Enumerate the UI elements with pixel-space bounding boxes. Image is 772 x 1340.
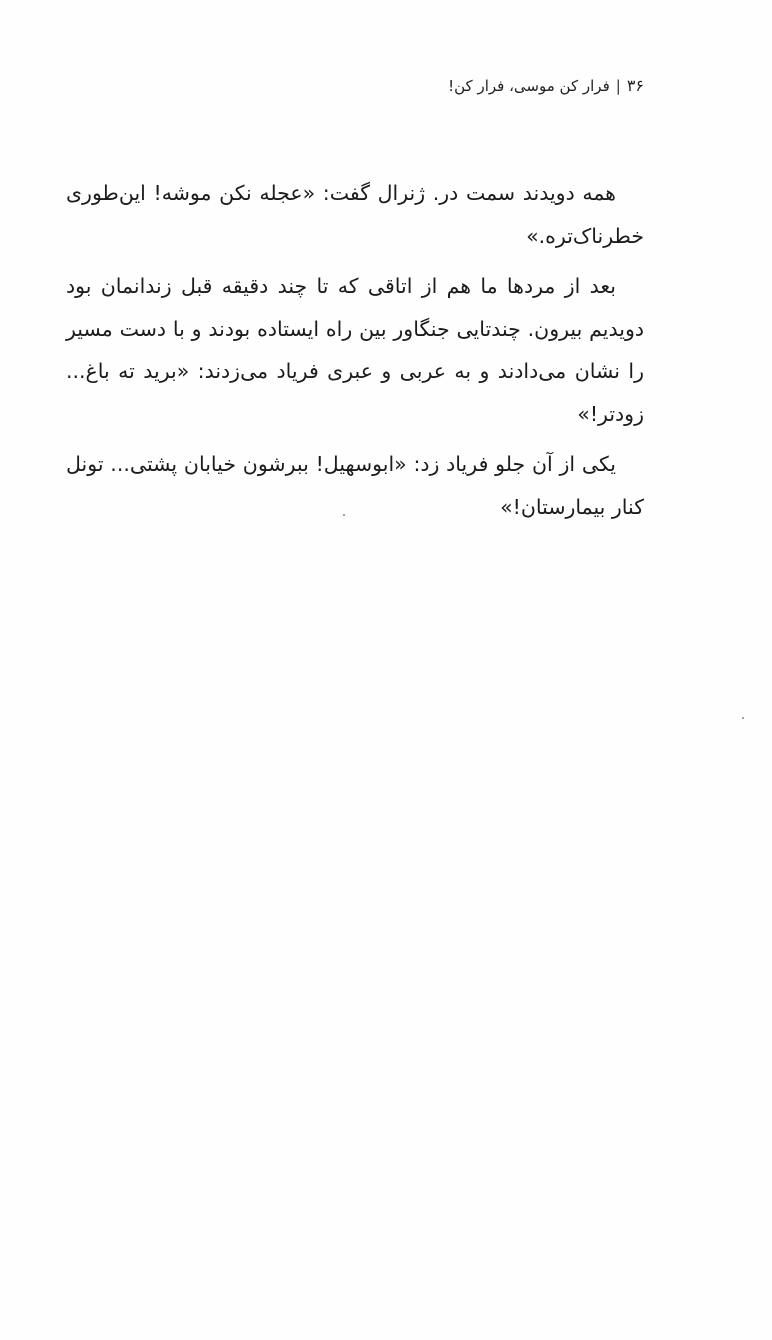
book-title: فرار کن موسی، فرار کن! (448, 76, 610, 95)
running-header (448, 76, 644, 95)
paragraph: بعد از مردها ما هم از اتاقی که تا چند دقیقه قبل زندانمان بود دویدیم بیرون. چندتایی جنگاور بین راه ایستاده بودند و با دست مسیر را نشان می‌دادند و به عربی و عبری فریاد می‌زدند: «برید ته باغ... زودتر!» (66, 274, 644, 426)
paper-speck (343, 514, 345, 516)
page-number: ۳۶ (626, 76, 644, 95)
header-separator: | (615, 76, 621, 95)
paper-speck (742, 717, 744, 719)
paragraph: همه دویدند سمت در. ژنرال گفت: «عجله نکن موشه! این‌طوری خطرناک‌تره.» (66, 181, 644, 248)
paragraph: یکی از آن جلو فریاد زد: «ابوسهیل! ببرشون خیابان پشتی... تونل کنار بیمارستان!» (66, 452, 644, 519)
page-body (66, 172, 644, 528)
